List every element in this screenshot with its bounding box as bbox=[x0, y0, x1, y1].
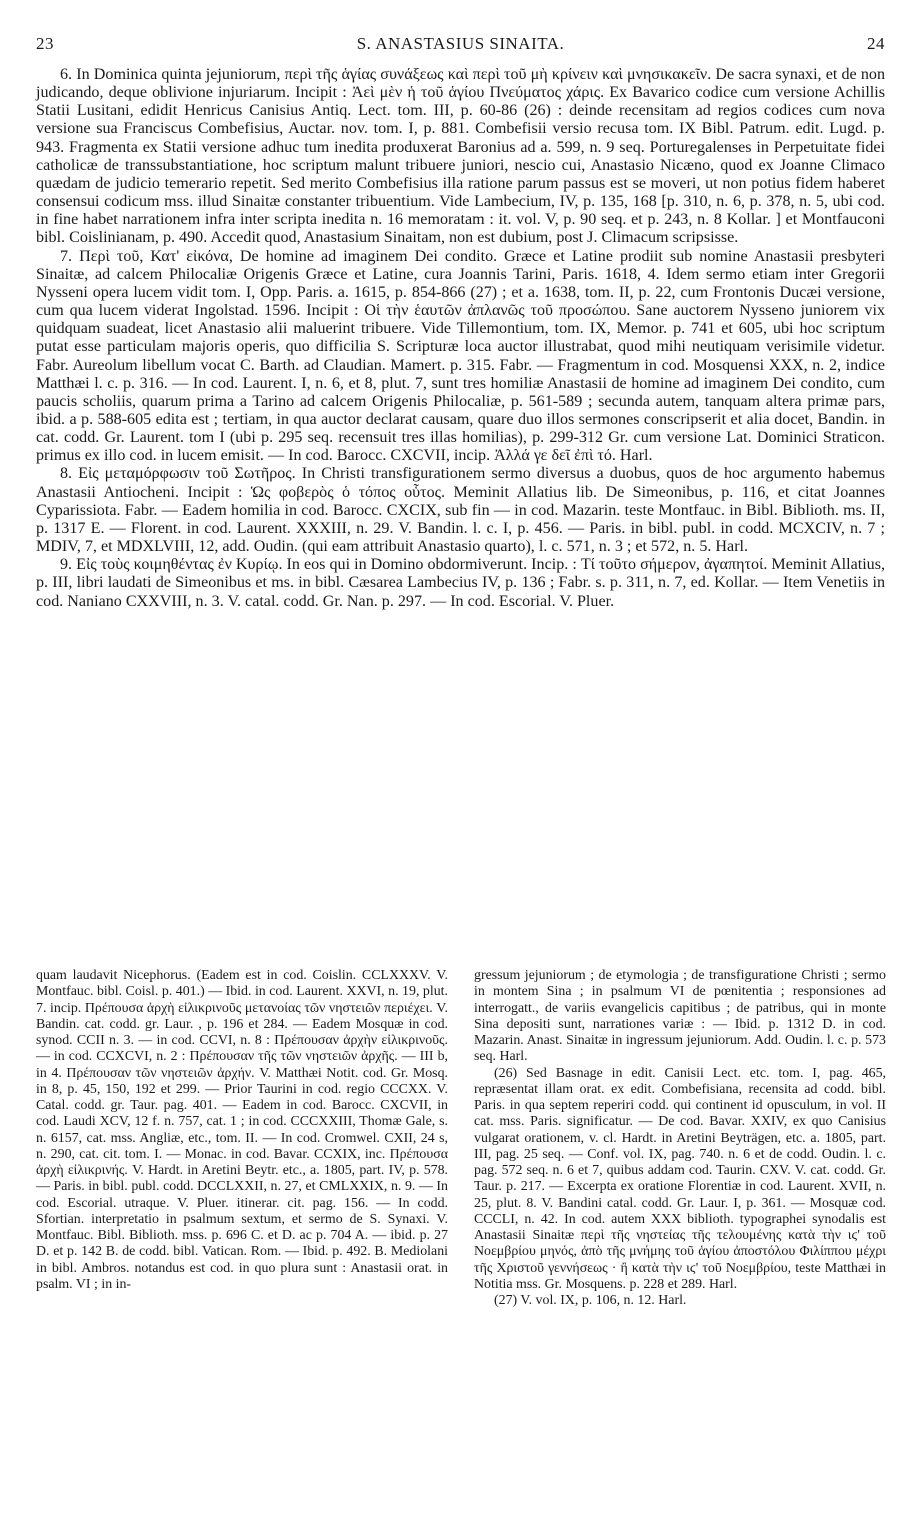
footnote-continued-end: gressum jejuniorum ; de etymologia ; de transfiguratione Christi ; sermo in montem Sina ; in psalmum VI de pœnitentia ; responsiones ad interrogatt., de variis evangelicis capitibus ; de patribus, qui in monte Sina depositi sunt, narrationes variæ : — Ibid. p. 1312 D. in cod. Mazarin. Anast. Sinaitæ in ingressum jejuniorum. Add. Oudin. l. c. p. 573 seq. Harl. bbox=[474, 968, 886, 1065]
footnote-continued: quam laudavit Nicephorus. (Eadem est in cod. Coislin. CCLXXXV. V. Montfauc. bibl. Coisl. p. 401.) — Ibid. in cod. Laurent. XXVI, n. 19, plut. 7. incip. Πρέπουσα ἀρχὴ εἰλικρινοῦς μετανοίας τῶν νηστειῶν περιέχει. V. Bandin. cat. codd. gr. Laur. , p. 196 et 284. — Eadem Mosquæ in cod. synod. CCII n. 3. — in cod. CCVI, n. 8 : Πρέπουσαν ἀρχὴν εἰλικρινοῦς. — in cod. CCXCVI, n. 2 : Πρέπουσαν τῆς τῶν νηστειῶν ἀρχῆς. — III b, in 4. Πρέπουσαν τῶν νηστειῶν ἀρχήν. V. Matthæi Notit. cod. Gr. Mosq. in 8, p. 45, 150, 192 et 299. — Prior Taurini in cod. regio CCCXX. V. Catal. codd. gr. Taur. pag. 401. — Eadem in cod. Barocc. CXCVII, in cod. Laudi XCV, 12 f. n. 757, cat. 1 ; in cod. CCCXXIII, Thomæ Gale, s. n. 6157, cat. mss. Angliæ, etc., tom. II. — In cod. Cromwel. CXII, 24 s, n. 290, cat. cit. tom. I. — Monac. in cod. Bavar. CCXIX, inc. Πρέπουσα ἀρχὴ εἰλικρινής. V. Hardt. in Aretini Beytr. etc., a. 1805, part. IV, p. 578. — Paris. in bibl. publ. codd. DCCLXXII, n. 27, et CMLXXIX, n. 9. — In cod. Escorial. utraque. V. Pluer. itinerar. cit. pag. 156. — In codd. Sfortian. interpretatio in psalmum sextum, et sermo de S. Synaxi. V. Montfauc. Bibl. Biblioth. mss. p. 696 C. et D. ac p. 704 A. — ibid. p. 27 D. et p. 142 B. de codd. bibl. Vatican. Rom. — Ibid. p. 492. B. Mediolani in bibl. Ambros. notandus est cod. in quo plura sunt : Anastasii orat. in psalm. VI ; in in- bbox=[36, 968, 448, 1292]
entry-8: 8. Εἰς μεταμόρφωσιν τοῦ Σωτῆρος. In Christi transfigurationem sermo diversus a duobus, quos de hoc argumento habemus Anastasii Antiocheni. Incipit : Ὡς φοβερὸς ὁ τόπος οὗτος. Meminit Allatius lib. De Simeonibus, p. 116, et citat Joannes Cyparissiota. Fabr. — Eadem homilia in cod. Barocc. CXCIX, sub fin — in cod. Mazarin. teste Montfauc. in Bibl. Biblioth. ms. II, p. 1317 E. — Florent. in cod. Laurent. XXXIII, n. 29. V. Bandin. l. c. I, p. 456. — Paris. in bibl. publ. in codd. MCXCIV, n. 7 ; MDIV, 7, et MDXLVIII, 12, add. Oudin. (qui eam attribuit Anastasio quarto), l. c. 571, n. 3 ; et 572, n. 5. Harl. bbox=[36, 465, 885, 556]
main-text bbox=[36, 66, 885, 611]
page-number-right: 24 bbox=[867, 34, 885, 53]
entry-6: 6. In Dominica quinta jejuniorum, περὶ τῆς ἁγίας συνάξεως καὶ περὶ τοῦ μὴ κρίνειν καὶ μνησικακεῖν. De sacra synaxi, et de non judicando, deque oblivione injuriarum. Incipit : Ἀεὶ μὲν ἡ τοῦ ἁγίου Πνεύματος χάρις. Ex Bavarico codice cum versione Achillis Statii Lusitani, edidit Henricus Canisius Antiq. Lect. tom. III, p. 60-86 (26) : deinde recensitam ad regios codices cum nova versione sua Franciscus Combefisius, Auctar. nov. tom. I, p. 881. Combefisii versio recusa tom. IX Bibl. Patrum. edit. Lugd. p. 943. Fragmenta ex Statii versione adhuc tum inedita produxerat Baronius ad a. 599, n. 9 seq. Porturegalenses in Perpetuitate fidei catholicæ de transsubstantiatione, hoc scriptum malunt tribuere juniori, nescio cui, Anastasio Nicæno, quod ex Joanne Climaco quædam de judicio temerario repetit. Sed merito Combefisius illa ratione parum passus est se moveri, ut non potius fidem haberet consensui codicum mss. illud Sinaitæ constanter tribuentium. Vide Lambecium, IV, p. 135, 168 [p. 310, n. 6, p. 378, n. 5, ubi cod. in fine habet narrationem infra inter scripta inedita n. 16 memoratam : it. vol. V, p. 90 seq. et p. 243, n. 8 Kollar. ] et Montfauconi bibl. Coislinianam, p. 490. Accedit quod, Anastasium Sinaitam, non est dubium, post J. Climacum scripsisse. bbox=[36, 66, 885, 247]
entry-9: 9. Εἰς τοὺς κοιμηθέντας ἐν Κυρίῳ. In eos qui in Domino obdormiverunt. Incip. : Τί τοῦτο σήμερον, ἀγαπητοί. Meminit Allatius, p. III, libri laudati de Simeonibus et ms. in bibl. Cæsarea Lambecius IV, p. 136 ; Fabr. s. p. 311, n. 7, ed. Kollar. — Item Venetiis in cod. Naniano CXXVIII, n. 3. V. catal. codd. Gr. Nan. p. 297. — In cod. Escorial. V. Pluer. bbox=[36, 556, 885, 610]
entry-7: 7. Περὶ τοῦ, Κατ' εἰκόνα, De homine ad imaginem Dei condito. Græce et Latine prodiit sub nomine Anastasii presbyteri Sinaitæ, ad calcem Philocaliæ Origenis Græce et Latine, cura Joannis Tarini, Paris. 1618, 4. Idem sermo etiam inter Gregorii Nysseni opera lucem vidit tom. I, Opp. Paris. a. 1615, p. 854-866 (27) ; et a. 1638, tom. II, p. 22, cum Frontonis Ducæi versione, cum qua lucem viderat Ingolstad. 1596. Incipit : Οἱ τὴν ἑαυτῶν ἀπλανῶς τοῦ προσώπου. Sane auctorem Nysseno juniorem vix quidquam suadeat, licet Anastasio alii maluerint tribuere. Vide Tillemontium, tom. IX, Memor. p. 741 et 605, ubi hoc scriptum putat esse particulam majoris operis, quo difficilia S. Scripturæ loca auctor illustrabat, quod mihi neutiquam verisimile videtur. Fabr. Aureolum libellum vocat C. Barth. ad Claudian. Mamert. p. 315. Fabr. — Fragmentum in cod. Mosquensi XXX, n. 2, indice Matthæi l. c. p. 316. — In cod. Laurent. I, n. 6, et 8, plut. 7, sunt tres homiliæ Anastasii de homine ad imaginem Dei condito, cum paucis scholiis, quarum prima a Tarino ad calcem Origenis Philocaliæ, p. 561-589 ; secunda autem, tanquam altera primæ pars, ibid. a p. 588-605 edita est ; tertiam, in qua auctor declarat causam, quare duo illos sermones conscripserit et alia docet, Bandin. in cat. codd. Gr. Laurent. tom I (ubi p. 295 seq. recensuit tres illas homilias), p. 299-312 Gr. cum versione Lat. Dominici Straticon. primus ex illo cod. in lucem emisit. — In cod. Barocc. CXCVII, incip. Ἀλλά γε δεῖ ἐπὶ τό. Harl. bbox=[36, 247, 885, 465]
footnotes-left-column bbox=[36, 968, 448, 1508]
footnote-27: (27) V. vol. IX, p. 106, n. 12. Harl. bbox=[494, 1293, 687, 1308]
footnotes-right-column bbox=[474, 968, 886, 1508]
footnote-26: (26) Sed Basnage in edit. Canisii Lect. etc. tom. I, pag. 465, repræsentat illam orat. ex edit. Combefisiana, recensita ad codd. bibl. Paris. in qua septem reperiri codd. qui continent id opusculum, in vol. II cat. mss. Paris. significatur. — De cod. Bavar. XXIV, ex quo Canisius vulgarat orationem, v. cl. Hardt. in Aretini Beyträgen, etc. a. 1805, part. III, pag. 25 seq. — Conf. vol. IX, pag. 740. n. 6 et de codd. Oudin. l. c. pag. 572 seq. n. 6 et 7, quibus addam cod. Taurin. CXV. V. cat. codd. Gr. Taur. p. 217. — Excerpta ex oratione Florentiæ in cod. Laurent. XVII, n. 25, plut. 8. V. Bandini catal. codd. Gr. Laur. I, p. 361. — Mosquæ cod. CCCLI, n. 42. In cod. autem XXX biblioth. typographei synodalis est Anastasii Sinaitæ περὶ τῆς νηστείας τῆς τελουμένης κατὰ τὴν ιϛ' τοῦ Νοεμβρίου μηνός, ἀπὸ τῆς μνήμης τοῦ ἁγίου ἀποστόλου Φιλίππου μέχρι τῆς Χριστοῦ γεννήσεως · ἢ κατὰ τὴν ιϛ' τοῦ Νοεμβρίου, teste Matthæi in Notitia mss. Gr. Mosquens. p. 228 et 289. Harl. bbox=[474, 1065, 886, 1292]
page-header bbox=[36, 34, 885, 60]
page-number-left: 23 bbox=[36, 34, 54, 53]
running-title: S. ANASTASIUS SINAITA. bbox=[356, 34, 565, 53]
